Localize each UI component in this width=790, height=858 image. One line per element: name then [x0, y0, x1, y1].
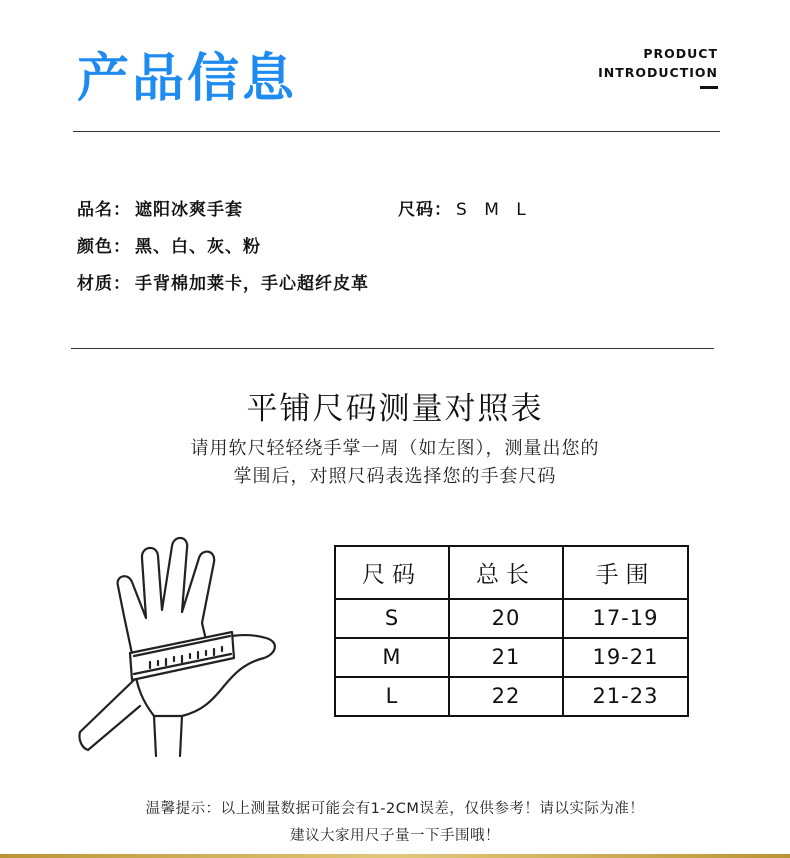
hand-measure-illustration — [74, 528, 289, 758]
color-label: 颜色： — [77, 237, 131, 257]
table-cell: 22 — [449, 677, 563, 716]
table-cell: M — [335, 638, 449, 677]
intro-line-2: INTRODUCTION — [598, 65, 718, 80]
intro-underline — [700, 86, 718, 89]
table-cell: 20 — [449, 599, 563, 638]
table-header-cell: 尺码 — [335, 546, 449, 599]
divider-middle — [71, 348, 714, 349]
table-row — [335, 638, 688, 677]
page-title: 产品信息 — [77, 49, 298, 109]
product-introduction-label — [598, 44, 718, 82]
note-line-1: 温馨提示：以上测量数据可能会有1-2CM误差，仅供参考！请以实际为准！ — [145, 801, 645, 817]
table-cell: 19-21 — [563, 638, 688, 677]
table-cell: 21-23 — [563, 677, 688, 716]
intro-line-1: PRODUCT — [643, 46, 718, 61]
size-chart-desc-2: 掌围后，对照尺码表选择您的手套尺码 — [233, 466, 557, 487]
material-value: 手背棉加莱卡，手心超纤皮革 — [135, 274, 369, 294]
table-row — [335, 599, 688, 638]
info-color — [77, 232, 261, 257]
table-header-cell: 手围 — [563, 546, 688, 599]
name-label: 品名： — [77, 200, 131, 220]
table-header-row — [335, 546, 688, 599]
info-name — [77, 195, 243, 220]
size-chart-desc-1: 请用软尺轻轻绕手掌一周（如左图），测量出您的 — [190, 438, 600, 459]
table-cell: L — [335, 677, 449, 716]
info-size — [398, 195, 532, 220]
color-value: 黑、白、灰、粉 — [135, 237, 261, 257]
name-value: 遮阳冰爽手套 — [135, 200, 243, 220]
info-material — [77, 269, 369, 294]
note-line-2: 建议大家用尺子量一下手围哦！ — [290, 828, 500, 844]
table-row — [335, 677, 688, 716]
table-header-cell: 总长 — [449, 546, 563, 599]
table-cell: S — [335, 599, 449, 638]
bottom-gold-bar — [0, 854, 790, 858]
table-cell: 17-19 — [563, 599, 688, 638]
size-chart-title: 平铺尺码测量对照表 — [246, 391, 544, 427]
material-label: 材质： — [77, 274, 131, 294]
size-label: 尺码： — [398, 200, 452, 220]
divider-top — [73, 131, 720, 132]
table-cell: 21 — [449, 638, 563, 677]
size-table — [334, 545, 689, 717]
size-value: S M L — [456, 200, 532, 220]
